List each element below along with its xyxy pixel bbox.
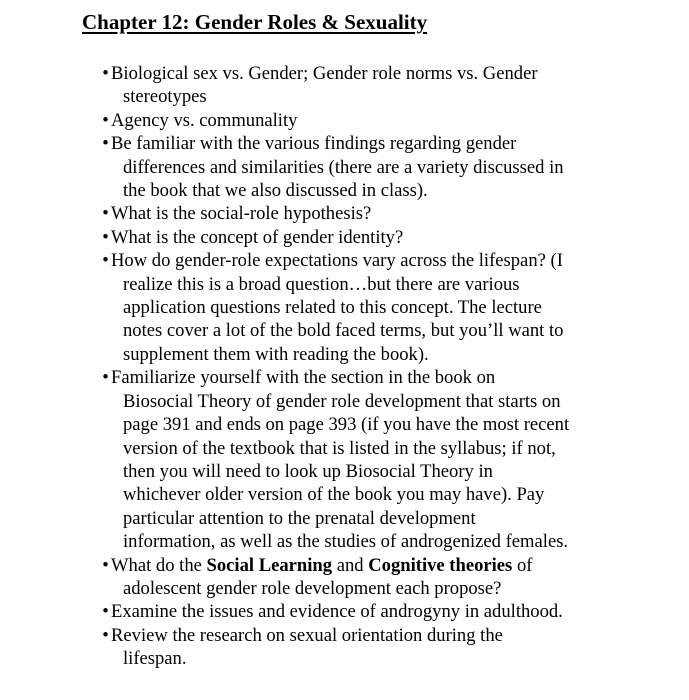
list-item-text: [111, 554, 621, 577]
list-item: [101, 624, 621, 671]
list-item-text: Biological sex vs. Gender; Gender role norms vs. Gender: [111, 63, 538, 84]
list-item-text: differences and similarities (there are a variety discussed in: [123, 156, 564, 178]
list-item: [101, 554, 621, 601]
bullet-icon: •: [102, 203, 109, 225]
text-segment: and: [332, 554, 369, 576]
list-item-text: stereotypes: [123, 86, 207, 108]
list-item-text: then you will need to look up Biosocial Theory in: [123, 460, 493, 482]
list-item-text: particular attention to the prenatal development: [123, 507, 476, 529]
list-item: [101, 366, 621, 553]
list-item: [101, 132, 621, 202]
list-item-text: Familiarize yourself with the section in the book on: [111, 367, 496, 389]
page-title: Chapter 12: Gender Roles & Sexuality: [82, 10, 428, 34]
list-item: [101, 226, 621, 249]
list-item-text: the book that we also discussed in class).: [123, 180, 428, 202]
list-item-text: page 391 and ends on page 393 (if you have the most recent: [123, 414, 570, 436]
list-item: [101, 202, 621, 225]
list-item-text: version of the textbook that is listed in the syllabus; if not,: [123, 437, 556, 459]
list-item-text: notes cover a lot of the bold faced terms, but you’ll want to: [123, 320, 564, 342]
bullet-icon: •: [102, 367, 109, 389]
bullet-icon: •: [102, 624, 109, 646]
text-segment: What do the: [111, 554, 207, 576]
list-item-text: application questions related to this concept. The lecture: [123, 297, 542, 319]
list-item-text: What is the concept of gender identity?: [111, 226, 404, 248]
list-item-text: How do gender-role expectations vary across the lifespan? (I: [111, 250, 563, 272]
list-item-text: Biosocial Theory of gender role development that starts on: [123, 390, 561, 412]
bullet-icon: •: [102, 109, 109, 131]
bullet-icon: •: [102, 554, 109, 576]
list-item-text: Examine the issues and evidence of androgyny in adulthood.: [111, 601, 563, 623]
list-item: [101, 109, 621, 132]
list-item: [101, 249, 621, 366]
list-item-text: information, as well as the studies of androgenized females.: [123, 531, 569, 553]
list-item: [101, 600, 621, 623]
list-item-text: realize this is a broad question…but there are various: [123, 273, 520, 295]
bullet-icon: •: [102, 250, 109, 272]
list-item-text: Be familiar with the various findings regarding gender: [111, 133, 517, 155]
bold-term-cognitive-theories: Cognitive theories: [368, 554, 513, 576]
bullet-icon: •: [102, 226, 109, 248]
list-item-text: adolescent gender role development each propose?: [123, 577, 502, 599]
list-item-text: Review the research on sexual orientation during the: [111, 624, 503, 646]
list-item-text: supplement them with reading the book).: [123, 343, 429, 365]
list-item-text: Agency vs. communality: [111, 109, 298, 131]
list-item: [101, 62, 621, 109]
bullet-icon: •: [102, 133, 109, 155]
bold-term-social-learning: Social Learning: [206, 554, 333, 576]
list-item-text: whichever older version of the book you may have). Pay: [123, 484, 545, 506]
bullet-icon: •: [102, 601, 109, 623]
list-item-text: lifespan.: [123, 648, 187, 670]
text-segment: of: [512, 554, 533, 576]
list-item-text: What is the social-role hypothesis?: [111, 203, 372, 225]
bullet-icon: •: [102, 63, 109, 84]
study-guide-list: [101, 62, 621, 671]
